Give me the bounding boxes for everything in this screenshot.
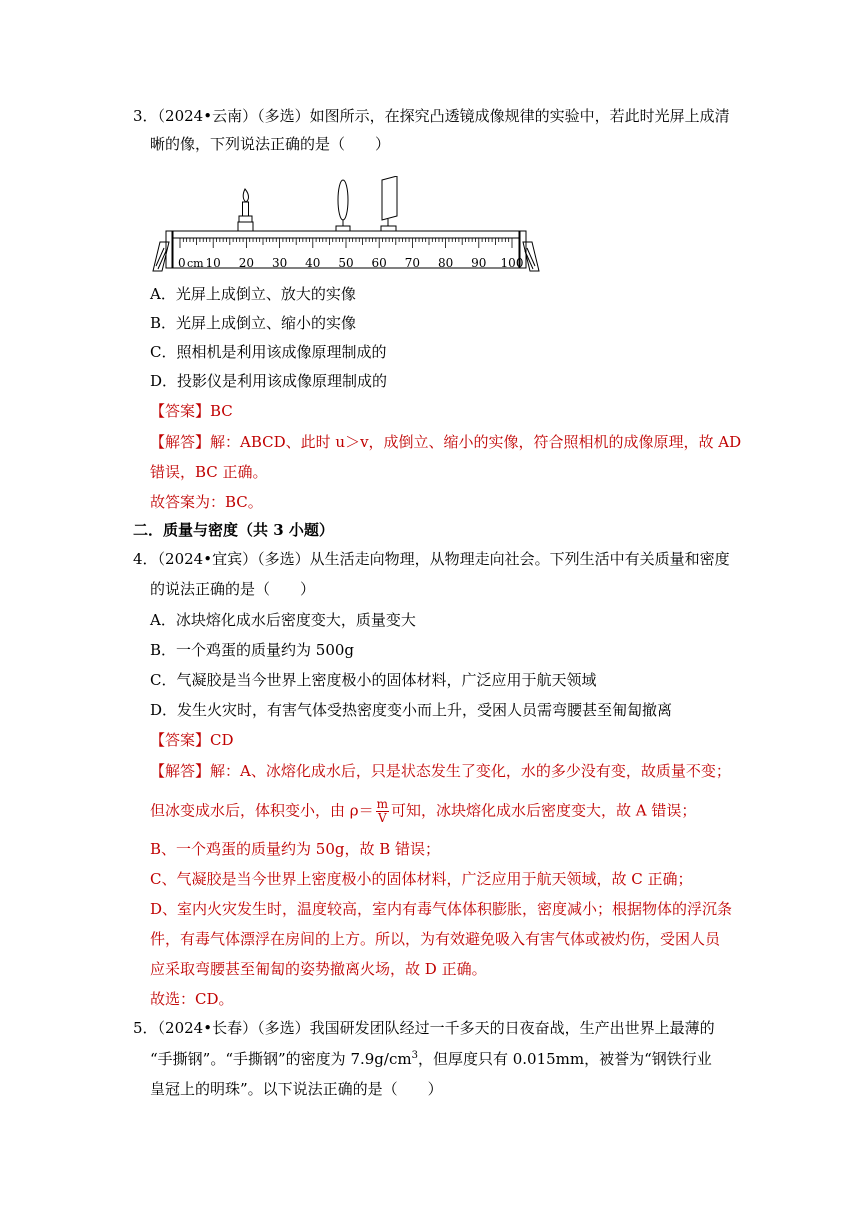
q5-stem-line3: 皇冠上的明珠”。以下说法正确的是（ ） (150, 1080, 443, 1098)
q3-answer: 【答案】BC (150, 402, 233, 420)
scale-tick-label: 70 (404, 256, 421, 270)
q4-analysis-line5: D、室内火灾发生时，温度较高，室内有毒气体体积膨胀，密度减小；根据物体的浮沉条 (150, 900, 733, 918)
optical-bench-figure (150, 176, 540, 274)
q4-conclusion: 故选：CD。 (150, 990, 234, 1008)
scale-tick-label: 40 (305, 256, 321, 270)
scale-unit-label: cm (187, 257, 204, 270)
q4-option-c: C．气凝胶是当今世界上密度极小的固体材料，广泛应用于航天领域 (150, 671, 597, 689)
light-screen (381, 176, 397, 231)
scale-tick-label: 30 (271, 256, 288, 270)
scale-tick-label: 60 (371, 256, 387, 270)
q4-analysis-line2 (150, 798, 696, 825)
q4-analysis-line6: 件，有毒气体漂浮在房间的上方。所以，为有效避免吸入有害气体或被灼伤，受困人员 (150, 930, 721, 948)
bench-rail (172, 231, 520, 238)
q4-answer: 【答案】CD (150, 731, 234, 749)
q4-option-d: D．发生火灾时，有害气体受热密度变小而上升，受困人员需弯腰甚至匍匐撤离 (150, 701, 673, 719)
fraction-numerator: m (376, 797, 388, 811)
q3-analysis-line2: 错误，BC 正确。 (150, 463, 268, 481)
q4-analysis-line7: 应采取弯腰甚至匍匐的姿势撤离火场，故 D 正确。 (150, 960, 487, 978)
q5-stem-line2-pre: “手撕钢”。“手撕钢”的密度为 7.9g/cm (150, 1050, 412, 1068)
candle (238, 189, 253, 231)
q3-option-c: C．照相机是利用该成像原理制成的 (150, 343, 387, 361)
scale-tick-label: 90 (471, 256, 487, 270)
q3-option-b: B．光屏上成倒立、缩小的实像 (150, 314, 357, 332)
q3-stem-line1: 3．（2024•云南）（多选）如图所示，在探究凸透镜成像规律的实验中，若此时光屏上成清 (133, 107, 730, 125)
fraction-denominator: V (377, 811, 387, 825)
scale-tick-label: 50 (338, 256, 354, 270)
q3-stem-line2: 晰的像，下列说法正确的是（ ） (150, 135, 391, 153)
q5-stem-line2-post: ，但厚度只有 0.015mm，被誉为“钢铁行业 (417, 1050, 712, 1068)
scale-ticks (180, 238, 512, 248)
scale-tick-label: 80 (437, 256, 454, 270)
density-fraction (376, 798, 389, 825)
q3-option-d: D．投影仪是利用该成像原理制成的 (150, 372, 388, 390)
scale-tick-label: 20 (238, 256, 255, 270)
q4-option-b: B．一个鸡蛋的质量约为 500g (150, 641, 355, 659)
q4-stem-line1: 4．（2024•宜宾）（多选）从生活走向物理，从物理走向社会。下列生活中有关质量和密度 (133, 550, 730, 568)
q3-conclusion: 故答案为：BC。 (150, 493, 263, 511)
q3-option-a: A．光屏上成倒立、放大的实像 (150, 285, 356, 303)
left-stand (153, 231, 173, 271)
q5-stem-line1: 5．（2024•长春）（多选）我国研发团队经过一千多天的日夜奋战，生产出世界上最薄的 (133, 1019, 715, 1037)
q3-analysis-line1: 【解答】解：ABCD、此时 u＞v，成倒立、缩小的实像，符合照相机的成像原理，故 AD (150, 433, 742, 451)
convex-lens (336, 180, 350, 231)
q4-option-a: A．冰块熔化成水后密度变大，质量变大 (150, 611, 416, 629)
q4-stem-line2: 的说法正确的是（ ） (150, 580, 316, 598)
q4-analysis-line2-post: 可知，冰块熔化成水后密度变大，故 A 错误； (390, 801, 697, 820)
scale-tick-label: 10 (205, 256, 221, 270)
q5-stem-line2 (150, 1049, 712, 1069)
q4-analysis-line1: 【解答】解：A、冰熔化成水后，只是状态发生了变化，水的多少没有变，故质量不变； (150, 762, 731, 780)
section-heading: 二．质量与密度（共 3 小题） (133, 521, 334, 539)
q4-analysis-line2-pre: 但冰变成水后，体积变小，由 ρ＝ (150, 801, 374, 820)
scale-tick-label: 0 (178, 256, 186, 270)
q5-superscript: 3 (411, 1050, 418, 1061)
q4-analysis-line3: B、一个鸡蛋的质量约为 50g，故 B 错误； (150, 840, 441, 858)
q4-analysis-line4: C、气凝胶是当今世界上密度极小的固体材料，广泛应用于航天领域，故 C 正确； (150, 870, 693, 888)
scale-tick-label: 100 (500, 256, 524, 270)
